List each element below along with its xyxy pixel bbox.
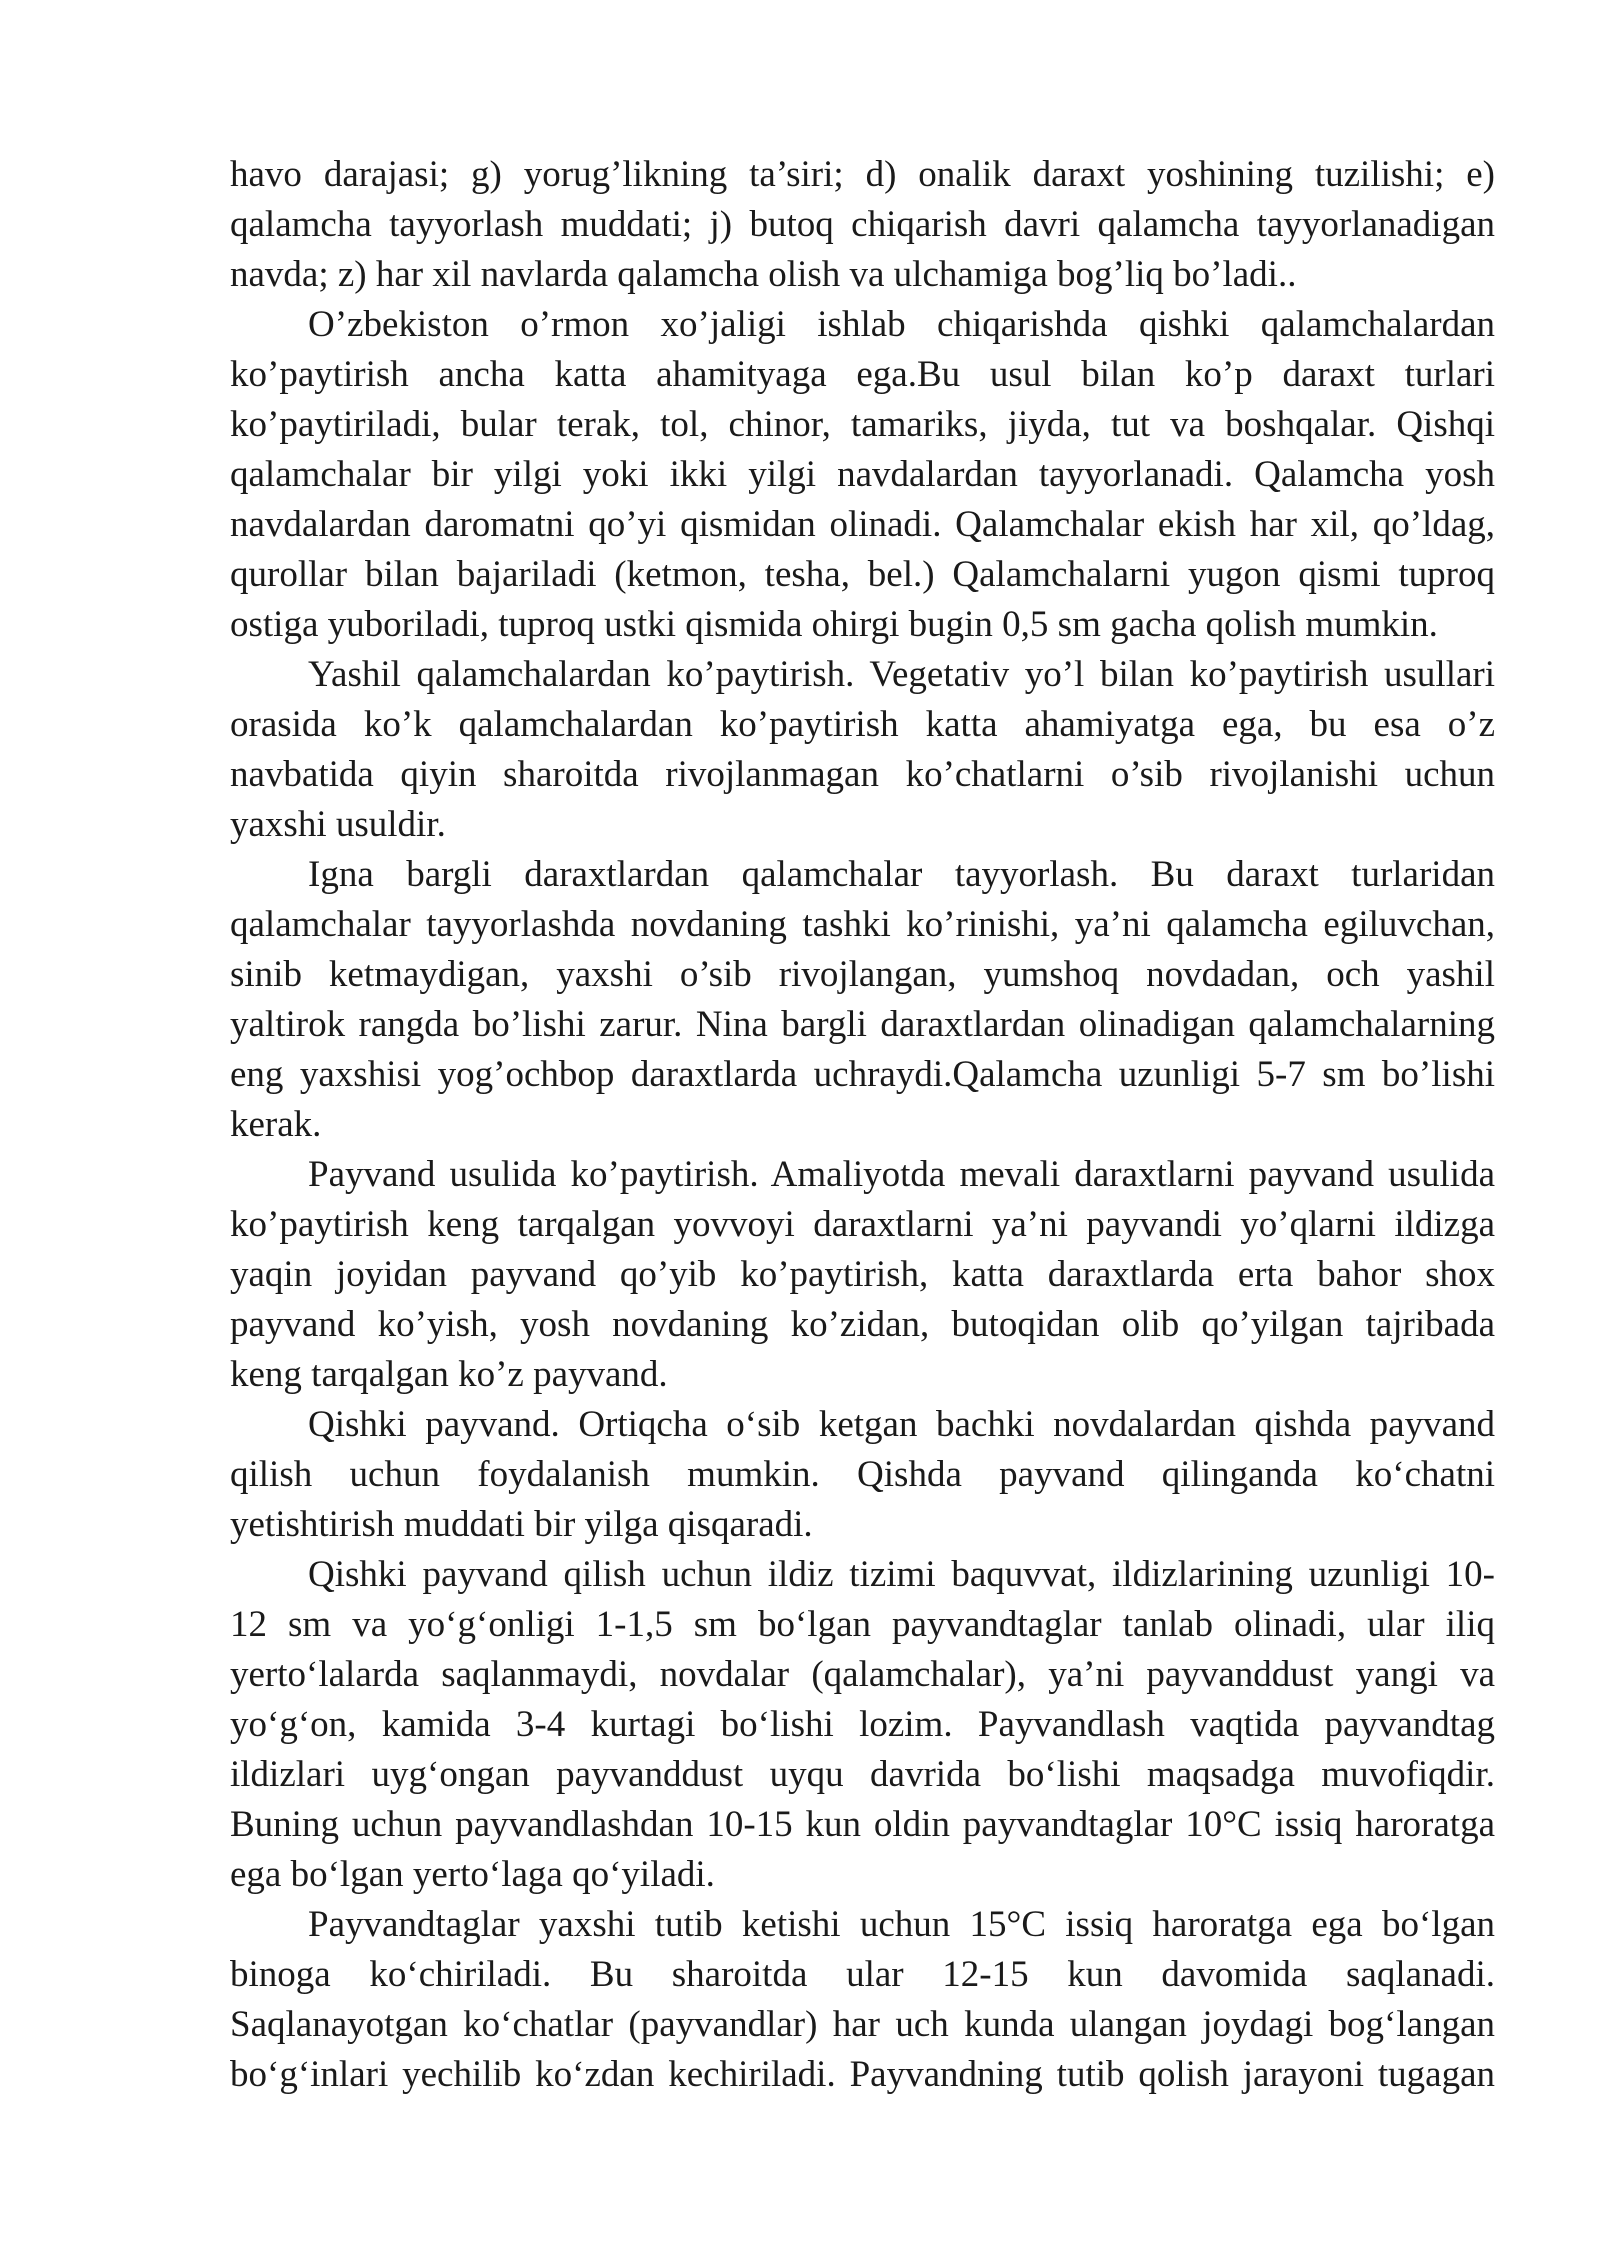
text-line: yo‘g‘on, kamida 3-4 kurtagi bo‘lishi lozim. Payvandlash vaqtida payvandtag (230, 1704, 1495, 1745)
body-text (230, 150, 1495, 2100)
text-line: qalamchalar tayyorlashda novdaning tashki ko’rinishi, ya’ni qalamcha egiluvchan, (230, 904, 1495, 945)
text-line: yaltirok rangda bo’lishi zarur. Nina bargli daraxtlardan olinadigan qalamchalarning (230, 1004, 1495, 1045)
text-line: kerak. (230, 1104, 322, 1145)
text-line: yaxshi usuldir. (230, 804, 446, 845)
text-line: yetishtirish muddati bir yilga qisqaradi. (230, 1504, 813, 1545)
paragraph (230, 150, 1495, 300)
text-line: qilish uchun foydalanish mumkin. Qishda payvand qilinganda ko‘chatni (230, 1454, 1495, 1495)
text-line: ko’paytiriladi, bular terak, tol, chinor, tamariks, jiyda, tut va boshqalar. Qishqi (230, 404, 1495, 445)
text-line: yaqin joyidan payvand qo’yib ko’paytirish, katta daraxtlarda erta bahor shox (230, 1254, 1495, 1295)
text-line: ildizlari uyg‘ongan payvanddust uyqu davrida bo‘lishi maqsadga muvofiqdir. (230, 1754, 1495, 1795)
text-line: navdalardan daromatni qo’yi qismidan olinadi. Qalamchalar ekish har xil, qo’ldag, (230, 504, 1495, 545)
text-line: Saqlanayotgan ko‘chatlar (payvandlar) har uch kunda ulangan joydagi bog‘langan (230, 2004, 1495, 2045)
text-line: Payvandtaglar yaxshi tutib ketishi uchun 15°C issiq haroratga ega bo‘lgan (308, 1904, 1495, 1945)
text-line: payvand ko’yish, yosh novdaning ko’zidan, butoqidan olib qo’yilgan tajribada (230, 1304, 1495, 1345)
text-line: orasida ko’k qalamchalardan ko’paytirish katta ahamiyatga ega, bu esa o’z (230, 704, 1495, 745)
text-line: Qishki payvand qilish uchun ildiz tizimi baquvvat, ildizlarining uzunligi 10- (308, 1554, 1495, 1595)
paragraph (230, 300, 1495, 650)
text-line: ega bo‘lgan yerto‘laga qo‘yiladi. (230, 1854, 715, 1895)
text-line: Payvand usulida ko’paytirish. Amaliyotda mevali daraxtlarni payvand usulida (308, 1154, 1495, 1195)
text-line: navda; z) har xil navlarda qalamcha olish va ulchamiga bog’liq bo’ladi.. (230, 254, 1297, 295)
text-line: O’zbekiston o’rmon xo’jaligi ishlab chiqarishda qishki qalamchalardan (308, 304, 1495, 345)
text-line: binoga ko‘chiriladi. Bu sharoitda ular 12-15 kun davomida saqlanadi. (230, 1954, 1495, 1995)
paragraph (230, 850, 1495, 1150)
text-line: Buning uchun payvandlashdan 10-15 kun oldin payvandtaglar 10°C issiq haroratga (230, 1804, 1495, 1845)
text-line: qalamchalar bir yilgi yoki ikki yilgi navdalardan tayyorlanadi. Qalamcha yosh (230, 454, 1495, 495)
text-line: eng yaxshisi yog’ochbop daraxtlarda uchraydi.Qalamcha uzunligi 5-7 sm bo’lishi (230, 1054, 1495, 1095)
text-line: qalamcha tayyorlash muddati; j) butoq chiqarish davri qalamcha tayyorlanadigan (230, 204, 1495, 245)
text-line: Yashil qalamchalardan ko’paytirish. Vegetativ yo’l bilan ko’paytirish usullari (308, 654, 1495, 695)
text-line: bo‘g‘inlari yechilib ko‘zdan kechiriladi. Payvandning tutib qolish jarayoni tugagan (230, 2054, 1495, 2095)
paragraph (230, 1400, 1495, 1550)
text-line: 12 sm va yo‘g‘onligi 1-1,5 sm bo‘lgan payvandtaglar tanlab olinadi, ular iliq (230, 1604, 1495, 1645)
text-line: ko’paytirish ancha katta ahamityaga ega.Bu usul bilan ko’p daraxt turlari (230, 354, 1495, 395)
text-line: havo darajasi; g) yorug’likning ta’siri; d) onalik daraxt yoshining tuzilishi; e) (230, 154, 1495, 195)
paragraph (230, 1550, 1495, 1900)
text-line: Qishki payvand. Ortiqcha o‘sib ketgan bachki novdalardan qishda payvand (308, 1404, 1495, 1445)
text-line: yerto‘lalarda saqlanmaydi, novdalar (qalamchalar), ya’ni payvanddust yangi va (230, 1654, 1495, 1695)
text-line: ko’paytirish keng tarqalgan yovvoyi daraxtlarni ya’ni payvandi yo’qlarni ildizga (230, 1204, 1495, 1245)
text-line: Igna bargli daraxtlardan qalamchalar tayyorlash. Bu daraxt turlaridan (308, 854, 1495, 895)
text-line: ostiga yuboriladi, tuproq ustki qismida ohirgi bugin 0,5 sm gacha qolish mumkin. (230, 604, 1438, 645)
paragraph (230, 1150, 1495, 1400)
text-line: qurollar bilan bajariladi (ketmon, tesha, bel.) Qalamchalarni yugon qismi tuproq (230, 554, 1495, 595)
paragraph (230, 650, 1495, 850)
text-line: sinib ketmaydigan, yaxshi o’sib rivojlangan, yumshoq novdadan, och yashil (230, 954, 1495, 995)
text-line: navbatida qiyin sharoitda rivojlanmagan ko’chatlarni o’sib rivojlanishi uchun (230, 754, 1495, 795)
text-line: keng tarqalgan ko’z payvand. (230, 1354, 668, 1395)
paragraph (230, 1900, 1495, 2100)
